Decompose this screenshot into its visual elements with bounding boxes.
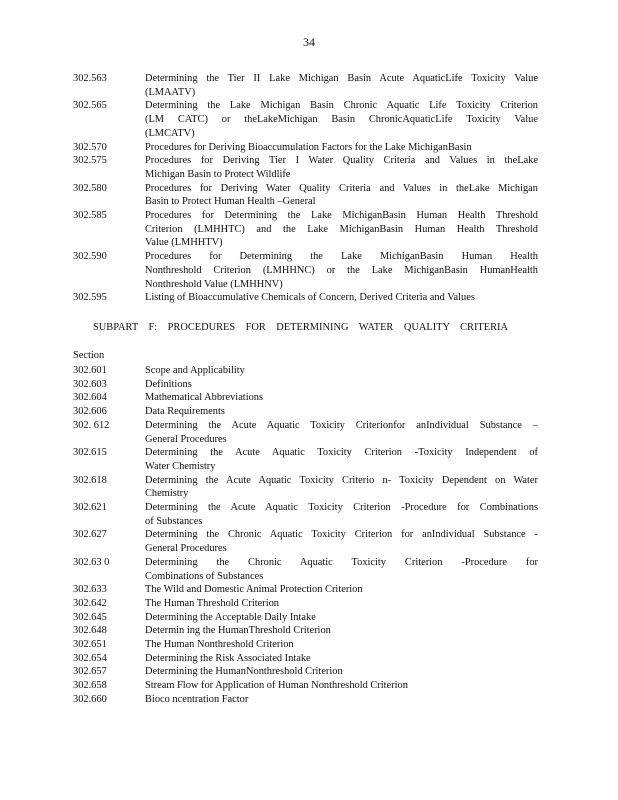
section-title: Determining the Acute Aquatic Toxicity Criterionfor anIndividual Substance – [145, 419, 538, 431]
section-label: Section [73, 350, 105, 361]
section-title: Determining the Tier II Lake Michigan Basin Acute AquaticLife Toxicity Value [145, 73, 538, 84]
section-title: Nonthreshold Criterion (LMHHNC) or the Lake MichiganBasin HumanHealth [145, 264, 538, 276]
section-number [73, 278, 145, 292]
section-title: Stream Flow for Application of Human Nonthreshold Criterion [145, 680, 408, 692]
section-number: 302.658 [73, 680, 107, 692]
section-title: Mathematical Abbreviations [145, 392, 264, 404]
section-title: Procedures for Deriving Bioaccumulation Factors for the Lake MichiganBasin [145, 141, 472, 153]
section-number [73, 168, 145, 182]
toc-entry-line [73, 154, 538, 168]
section-number: 302.565 [73, 100, 107, 112]
section-title: Determining the Chronic Aquatic Toxicity Criterion -Procedure for [145, 556, 538, 568]
section-number: 302.590 [73, 251, 107, 263]
section-number [73, 487, 145, 501]
section-number: 302.604 [73, 392, 107, 404]
toc-entry-line [73, 364, 538, 378]
toc-entry-line [73, 665, 538, 679]
section-number: 302.633 [73, 584, 107, 596]
toc-sections-list [73, 364, 538, 707]
section-number: 302.648 [73, 625, 107, 637]
section-number: 302.654 [73, 652, 107, 664]
section-title: Determining the Acceptable Daily Intake [145, 611, 316, 623]
toc-entry-line [73, 433, 538, 447]
section-number: 302.575 [73, 155, 107, 167]
section-title: Water Chemistry [145, 460, 216, 472]
section-title: Criterion (LMHHTC) and the Lake MichiganBasin Human Health Threshold [145, 223, 538, 235]
toc-entry-line [73, 182, 538, 196]
section-title: The Human Threshold Criterion [145, 597, 279, 609]
toc-entry-line [73, 141, 538, 155]
section-title: General Procedures [145, 433, 227, 445]
toc-entry-line [73, 542, 538, 556]
toc-entry-line [73, 679, 538, 693]
toc-entry-line [73, 223, 538, 237]
section-number [73, 542, 145, 556]
section-title: Determining the HumanNonthreshold Criterion [145, 666, 343, 678]
section-number: 302.570 [73, 141, 107, 153]
section-number: 302.615 [73, 447, 107, 459]
section-title: The Wild and Domestic Animal Protection Criterion [145, 584, 363, 596]
toc-entry-line [73, 378, 538, 392]
section-number: 302.601 [73, 365, 107, 376]
toc-entry-line [73, 597, 538, 611]
toc-entry-line [73, 72, 538, 86]
toc-entry-line [73, 113, 538, 127]
section-number: 302.642 [73, 597, 107, 609]
toc-entry-line [73, 624, 538, 638]
toc-entry-line [73, 611, 538, 625]
toc-entry-line [73, 583, 538, 597]
section-title: of Substances [145, 515, 203, 527]
section-number [73, 264, 145, 278]
toc-entry-line [73, 127, 538, 141]
toc-top-list [73, 72, 538, 305]
section-title: Value (LMHHTV) [145, 237, 223, 249]
section-number [73, 433, 145, 447]
section-title: Basin to Protect Human Health –General [145, 196, 316, 208]
section-title: Determining the Chronic Aquatic Toxicity Criterion for anIndividual Substance - [145, 529, 538, 541]
section-number [73, 570, 145, 584]
section-number [73, 86, 145, 100]
section-number: 302.627 [73, 529, 107, 541]
section-title: Determining the Acute Aquatic Toxicity Criterion -Toxicity Independent of [145, 447, 538, 459]
toc-entry-line [73, 693, 538, 707]
section-number [73, 223, 145, 237]
toc-entry-line [73, 570, 538, 584]
section-title: Determining the Risk Associated Intake [145, 652, 311, 664]
section-number: 302.585 [73, 210, 107, 222]
section-number: 302.580 [73, 182, 107, 194]
toc-entry-line [73, 474, 538, 488]
section-title: Combinations of Substances [145, 570, 264, 582]
section-title: Data Requirements [145, 406, 225, 418]
section-title: Determining the Acute Aquatic Toxicity Criterion -Procedure for Combinations [145, 502, 538, 514]
toc-entry-line [73, 99, 538, 113]
section-number [73, 127, 145, 141]
section-title: Procedures for Determining the Lake MichiganBasin Human Health [145, 251, 538, 263]
section-number: 302.657 [73, 666, 107, 678]
toc-entry-line [73, 419, 538, 433]
toc-entry-line [73, 391, 538, 405]
toc-entry-line [73, 556, 538, 570]
toc-entry-line [73, 86, 538, 100]
section-number: 302.63 0 [73, 556, 110, 568]
section-number: 302.651 [73, 639, 107, 651]
toc-entry-line [73, 460, 538, 474]
section-title: Determin ing the HumanThreshold Criterion [145, 625, 331, 637]
section-number: 302.563 [73, 73, 107, 84]
toc-entry-line [73, 209, 538, 223]
section-number: 302.603 [73, 378, 107, 390]
toc-entry-line [73, 278, 538, 292]
section-title: Listing of Bioaccumulative Chemicals of Concern, Derived Criteria and Values [145, 292, 475, 304]
toc-entry-line [73, 236, 538, 250]
toc-entry-line [73, 528, 538, 542]
section-title: Determining the Acute Aquatic Toxicity Criterio n- Toxicity Dependent on Water [145, 474, 538, 486]
section-title: Procedures for Determining the Lake MichiganBasin Human Health Threshold [145, 210, 538, 222]
section-title: General Procedures [145, 543, 227, 555]
section-title: Procedures for Deriving Water Quality Criteria and Values in theLake Michigan [145, 182, 538, 194]
section-title: Bioco ncentration Factor [145, 693, 249, 705]
section-title: Definitions [145, 378, 192, 390]
toc-entry-line [73, 405, 538, 419]
section-number [73, 460, 145, 474]
subpart-heading: SUBPART F: PROCEDURES FOR DETERMINING WATER QUALITY CRITERIA [93, 322, 508, 333]
section-title: (LM CATC) or theLakeMichigan Basin ChronicAquaticLife Toxicity Value [145, 114, 538, 126]
section-title: Scope and Applicability [145, 365, 245, 376]
toc-entry-line [73, 501, 538, 515]
section-title: Chemistry [145, 488, 189, 500]
section-number [73, 113, 145, 127]
section-number [73, 195, 145, 209]
section-number: 302.595 [73, 292, 107, 304]
toc-entry-line [73, 291, 538, 305]
section-number: 302.660 [73, 693, 107, 705]
section-title: Nonthreshold Value (LMHHNV) [145, 278, 283, 290]
section-number: 302. 612 [73, 419, 110, 431]
toc-entry-line [73, 195, 538, 209]
section-title: Procedures for Deriving Tier I Water Quality Criteria and Values in theLake [145, 155, 538, 167]
section-title: The Human Nonthreshold Criterion [145, 639, 294, 651]
toc-entry-line [73, 446, 538, 460]
page-number: 34 [303, 35, 315, 49]
section-title: Determining the Lake Michigan Basin Chronic Aquatic Life Toxicity Criterion [145, 100, 538, 112]
toc-entry-line [73, 264, 538, 278]
section-number [73, 515, 145, 529]
section-title: (LMCATV) [145, 127, 195, 139]
toc-entry-line [73, 638, 538, 652]
toc-entry-line [73, 652, 538, 666]
section-title: Michigan Basin to Protect Wildlife [145, 168, 291, 180]
section-number: 302.618 [73, 474, 107, 486]
section-number: 302.621 [73, 502, 107, 514]
section-title: (LMAATV) [145, 86, 196, 98]
toc-entry-line [73, 168, 538, 182]
toc-entry-line [73, 250, 538, 264]
toc-entry-line [73, 487, 538, 501]
section-number: 302.645 [73, 611, 107, 623]
section-number [73, 236, 145, 250]
toc-entry-line [73, 515, 538, 529]
section-number: 302.606 [73, 406, 107, 418]
